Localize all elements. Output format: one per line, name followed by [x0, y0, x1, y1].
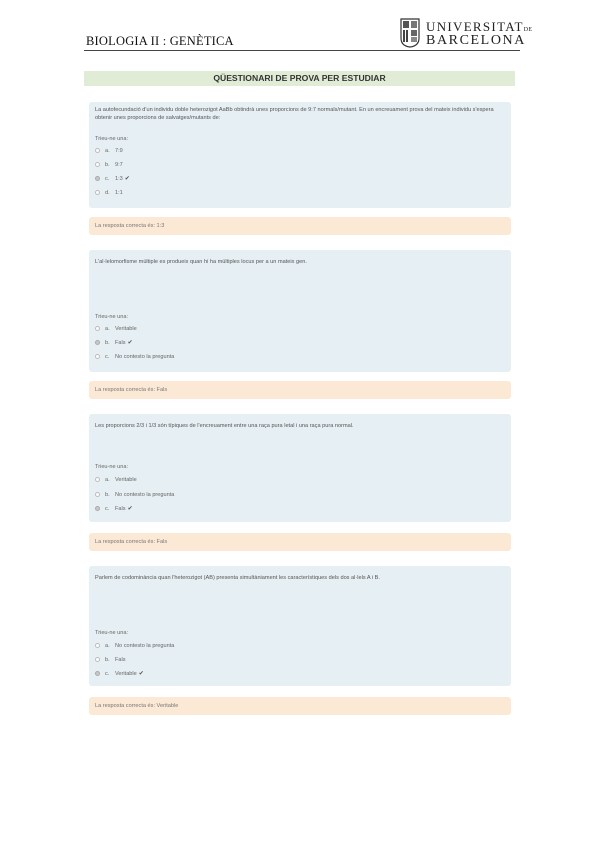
- question-card: [89, 102, 511, 208]
- radio-button[interactable]: [95, 354, 100, 359]
- logo-line2: BARCELONA: [426, 33, 526, 48]
- answer-option[interactable]: c. No contesto la pregunta: [95, 353, 174, 361]
- shield-icon: [400, 18, 420, 48]
- answer-option[interactable]: a. 7:9: [95, 147, 123, 155]
- radio-button[interactable]: [95, 477, 100, 482]
- question-card: [89, 566, 511, 686]
- header-title: BIOLOGIA II : GENÈTICA: [86, 34, 234, 48]
- radio-button[interactable]: [95, 657, 100, 662]
- question-text: Les proporcions 2/3 i 1/3 són típiques de l'encreuament entre una raça pura letal i una raça pura normal.: [95, 423, 354, 429]
- radio-button[interactable]: [95, 506, 100, 511]
- answer-option[interactable]: c. Veritable ✔: [95, 670, 144, 678]
- question-card: [89, 414, 511, 522]
- question-instruction: Trieu-ne una:: [95, 136, 129, 142]
- feedback-box: La resposta correcta és: 1:3: [89, 217, 511, 235]
- question-card: [89, 250, 511, 372]
- check-icon: ✔: [124, 176, 130, 182]
- answer-option[interactable]: b. No contesto la pregunta: [95, 491, 174, 499]
- logo-line1-small: DE: [523, 27, 533, 33]
- radio-button[interactable]: [95, 148, 100, 153]
- radio-button[interactable]: [95, 340, 100, 345]
- feedback-box: La resposta correcta és: Fals: [89, 381, 511, 399]
- feedback-box: La resposta correcta és: Veritable: [89, 697, 511, 715]
- header-divider: [84, 50, 520, 51]
- answer-option[interactable]: c. 1:3 ✔: [95, 175, 130, 183]
- radio-button[interactable]: [95, 671, 100, 676]
- answer-option[interactable]: a. Veritable: [95, 325, 137, 333]
- question-text: La autofecundació d'un individu doble heterozigot AaBb obtindrà unes proporcions de 9:7 normals/mutant. En un encreuament prova del mateix individu s'espera obtenir unes proporcions de salvatges/mutants de:: [95, 107, 494, 121]
- answer-option[interactable]: b. Fals: [95, 656, 126, 664]
- answer-option[interactable]: b. Fals ✔: [95, 339, 133, 347]
- answer-option[interactable]: a. No contesto la pregunta: [95, 642, 174, 650]
- question-text: Parlem de codominància quan l'heterozigot (AB) presenta simultàniament les característiques dels dos al·lels A i B.: [95, 575, 380, 581]
- check-icon: ✔: [138, 671, 144, 677]
- feedback-box: La resposta correcta és: Fals: [89, 533, 511, 551]
- radio-button[interactable]: [95, 326, 100, 331]
- radio-button[interactable]: [95, 492, 100, 497]
- question-text: L'al·lelomorfisme múltiple es produeix quan hi ha múltiples locus per a un mateix gen.: [95, 259, 307, 265]
- question-instruction: Trieu-ne una:: [95, 464, 129, 470]
- logo-line1: UNIVERSITAT: [426, 19, 524, 34]
- answer-option[interactable]: b. 9:7: [95, 161, 123, 169]
- check-icon: ✔: [127, 340, 133, 346]
- radio-button[interactable]: [95, 176, 100, 181]
- radio-button[interactable]: [95, 162, 100, 167]
- radio-button[interactable]: [95, 190, 100, 195]
- check-icon: ✔: [127, 506, 133, 512]
- radio-button[interactable]: [95, 643, 100, 648]
- question-instruction: Trieu-ne una:: [95, 314, 129, 320]
- quiz-banner: QÜESTIONARI DE PROVA PER ESTUDIAR: [84, 71, 515, 86]
- answer-option[interactable]: c. Fals ✔: [95, 505, 133, 513]
- university-logo: [400, 18, 533, 50]
- answer-option[interactable]: d. 1:1: [95, 189, 123, 197]
- answer-option[interactable]: a. Veritable: [95, 476, 137, 484]
- question-instruction: Trieu-ne una:: [95, 630, 129, 636]
